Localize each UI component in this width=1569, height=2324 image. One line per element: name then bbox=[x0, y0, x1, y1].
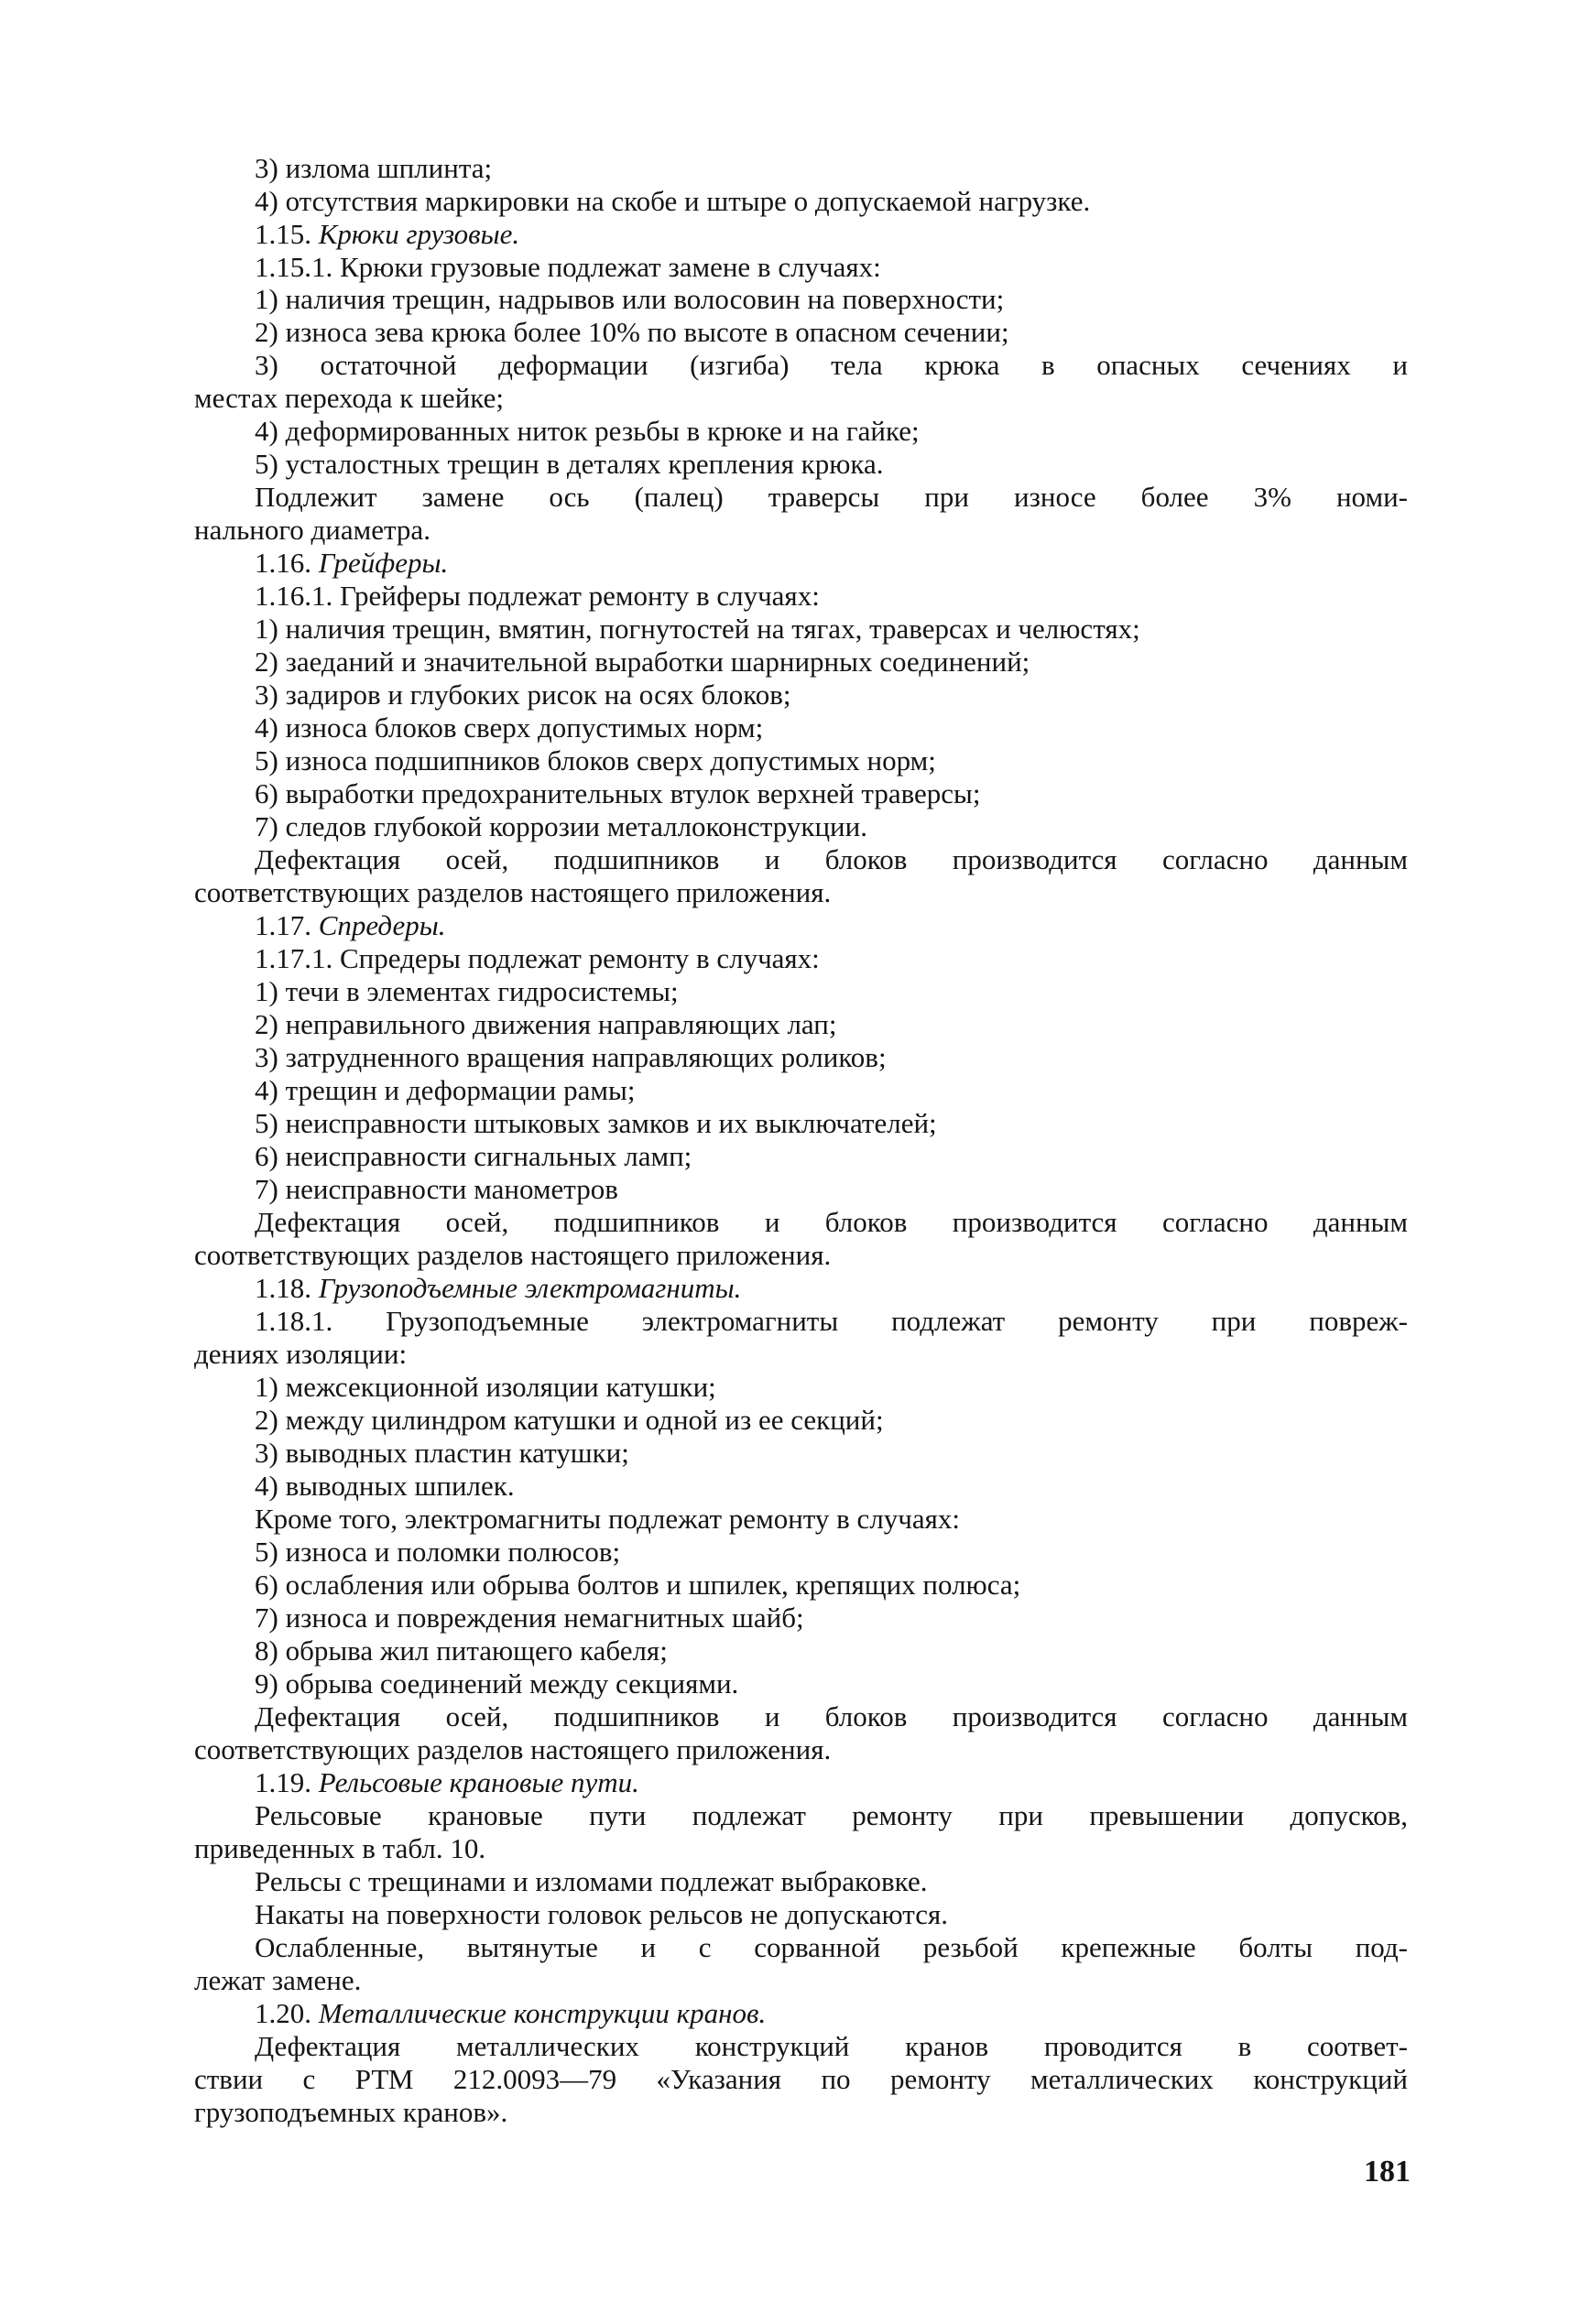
text-line bbox=[255, 1536, 1408, 1569]
text-line-content: 5) усталостных трещин в деталях крепления крюка. bbox=[255, 448, 884, 480]
text-line bbox=[255, 1766, 1408, 1799]
section-heading: Рельсовые крановые пути. bbox=[318, 1766, 639, 1798]
text-line bbox=[255, 547, 1408, 580]
text-line bbox=[255, 1799, 1408, 1832]
text-line-content: 4) износа блоков сверх допустимых норм; bbox=[255, 711, 764, 744]
section-heading: Грузоподъемные электромагниты. bbox=[318, 1272, 742, 1304]
text-line-content: 7) следов глубокой коррозии металлоконструкции. bbox=[255, 810, 867, 842]
section-heading: Крюки грузовые. bbox=[318, 218, 520, 250]
text-line bbox=[255, 1173, 1408, 1206]
text-line-content: Рельсы с трещинами и изломами подлежат выбраковке. bbox=[255, 1865, 928, 1897]
text-line bbox=[194, 1832, 1408, 1865]
text-line-content: нального диаметра. bbox=[194, 514, 430, 546]
text-line-content: 1.16. bbox=[255, 547, 319, 579]
text-line-content: ствии с РТМ 212.0093—79 «Указания по ремонту металлических конструкций bbox=[194, 2063, 1408, 2095]
text-line bbox=[255, 1667, 1408, 1700]
text-line-content: 1.18. bbox=[255, 1272, 319, 1304]
text-line-content: грузоподъемных кранов». bbox=[194, 2096, 508, 2128]
text-line bbox=[255, 185, 1408, 218]
text-line bbox=[255, 744, 1408, 777]
text-line bbox=[255, 1404, 1408, 1437]
text-line-content: 3) остаточной деформации (изгиба) тела крюка в опасных сечениях и bbox=[255, 349, 1408, 381]
text-line bbox=[194, 1733, 1408, 1766]
text-line bbox=[255, 251, 1408, 284]
text-line bbox=[255, 1074, 1408, 1107]
text-line bbox=[194, 1239, 1408, 1272]
page-number: 181 bbox=[1364, 2155, 1411, 2188]
text-line bbox=[255, 1470, 1408, 1503]
text-line-content: 7) неисправности манометров bbox=[255, 1173, 618, 1205]
text-line-content: соответствующих разделов настоящего приложения. bbox=[194, 1239, 832, 1271]
text-line bbox=[194, 2096, 1408, 2129]
text-line-content: Дефектация осей, подшипников и блоков производится согласно данным bbox=[255, 843, 1408, 875]
text-line-content: 1) наличия трещин, надрывов или волосовин на поверхности; bbox=[255, 283, 1005, 315]
text-line bbox=[255, 1305, 1408, 1338]
text-line bbox=[255, 1437, 1408, 1470]
text-line-content: 4) деформированных ниток резьбы в крюке и на гайке; bbox=[255, 415, 920, 447]
text-line bbox=[255, 810, 1408, 843]
text-line bbox=[255, 2030, 1408, 2063]
text-line-content: Накаты на поверхности головок рельсов не допускаются. bbox=[255, 1898, 949, 1930]
text-line-content: 1.15. bbox=[255, 218, 319, 250]
text-line bbox=[255, 1898, 1408, 1931]
text-line bbox=[255, 316, 1408, 349]
text-line bbox=[255, 679, 1408, 711]
text-line-content: 4) отсутствия маркировки на скобе и штыре о допускаемой нагрузке. bbox=[255, 185, 1091, 217]
text-line-content: 1.17.1. Спредеры подлежат ремонту в случаях: bbox=[255, 942, 820, 974]
text-line-content: 1.15.1. Крюки грузовые подлежат замене в случаях: bbox=[255, 251, 881, 283]
text-line bbox=[255, 1041, 1408, 1074]
text-line-content: соответствующих разделов настоящего приложения. bbox=[194, 876, 832, 908]
text-line bbox=[255, 711, 1408, 744]
text-line bbox=[194, 1338, 1408, 1371]
text-line-content: 2) износа зева крюка более 10% по высоте в опасном сечении; bbox=[255, 316, 1009, 348]
text-line-content: 6) неисправности сигнальных ламп; bbox=[255, 1140, 692, 1172]
text-line-content: 7) износа и повреждения немагнитных шайб; bbox=[255, 1602, 804, 1634]
text-line-content: 8) обрыва жил питающего кабеля; bbox=[255, 1634, 668, 1667]
text-line bbox=[255, 646, 1408, 679]
text-line-content: местах перехода к шейке; bbox=[194, 382, 504, 414]
text-line-content: 9) обрыва соединений между секциями. bbox=[255, 1667, 739, 1700]
text-line bbox=[255, 1602, 1408, 1634]
text-line-content: 1.18.1. Грузоподъемные электромагниты подлежат ремонту при повреж- bbox=[255, 1305, 1408, 1337]
text-line-content: приведенных в табл. 10. bbox=[194, 1832, 486, 1864]
text-line bbox=[255, 1931, 1408, 1964]
text-line-content: 5) неисправности штыковых замков и их выключателей; bbox=[255, 1107, 937, 1139]
text-line bbox=[255, 1371, 1408, 1404]
text-line-content: 2) неправильного движения направляющих лап; bbox=[255, 1008, 837, 1040]
text-line-content: 4) выводных шпилек. bbox=[255, 1470, 515, 1502]
text-line-content: 3) затрудненного вращения направляющих роликов; bbox=[255, 1041, 887, 1073]
text-line-content: 1.20. bbox=[255, 1997, 319, 2029]
text-line bbox=[255, 1107, 1408, 1140]
text-line bbox=[255, 909, 1408, 942]
text-line-content: 4) трещин и деформации рамы; bbox=[255, 1074, 636, 1106]
text-line-content: 1) межсекционной изоляции катушки; bbox=[255, 1371, 716, 1403]
text-line-content: 6) выработки предохранительных втулок верхней траверсы; bbox=[255, 777, 981, 809]
text-line bbox=[255, 1503, 1408, 1536]
text-line bbox=[255, 1700, 1408, 1733]
text-line-content: Дефектация металлических конструкций кранов проводится в соответ- bbox=[255, 2030, 1408, 2062]
text-line bbox=[255, 975, 1408, 1008]
text-line-content: соответствующих разделов настоящего приложения. bbox=[194, 1733, 832, 1765]
text-line-content: Подлежит замене ось (палец) траверсы при износе более 3% номи- bbox=[255, 481, 1408, 513]
text-line bbox=[255, 1865, 1408, 1898]
text-line-content: 1) течи в элементах гидросистемы; bbox=[255, 975, 679, 1007]
text-line bbox=[255, 613, 1408, 646]
text-line-content: 5) износа и поломки полюсов; bbox=[255, 1536, 621, 1568]
text-line-content: Кроме того, электромагниты подлежат ремонту в случаях: bbox=[255, 1503, 961, 1535]
text-line bbox=[255, 415, 1408, 448]
text-line bbox=[194, 514, 1408, 547]
text-line-content: лежат замене. bbox=[194, 1964, 362, 1996]
section-heading: Грейферы. bbox=[318, 547, 449, 579]
text-line-content: 1.16.1. Грейферы подлежат ремонту в случаях: bbox=[255, 580, 820, 612]
text-line bbox=[255, 580, 1408, 613]
text-line-content: 5) износа подшипников блоков сверх допустимых норм; bbox=[255, 744, 936, 776]
section-heading: Металлические конструкции кранов. bbox=[318, 1997, 767, 2029]
text-line-content: Дефектация осей, подшипников и блоков производится согласно данным bbox=[255, 1206, 1408, 1238]
text-line bbox=[255, 1206, 1408, 1239]
text-line-content: 2) заеданий и значительной выработки шарнирных соединений; bbox=[255, 646, 1030, 678]
text-line bbox=[255, 481, 1408, 514]
text-line bbox=[194, 2063, 1408, 2096]
text-line-content: Рельсовые крановые пути подлежат ремонту при превышении допусков, bbox=[255, 1799, 1408, 1831]
text-line bbox=[255, 942, 1408, 975]
text-line-content: Ослабленные, вытянутые и с сорванной резьбой крепежные болты под- bbox=[255, 1931, 1408, 1963]
text-line-content: 3) излома шплинта; bbox=[255, 152, 493, 184]
text-line-content: 2) между цилиндром катушки и одной из ее секций; bbox=[255, 1404, 884, 1436]
text-line-content: 1.17. bbox=[255, 909, 319, 941]
text-line bbox=[194, 1964, 1408, 1997]
text-line bbox=[255, 349, 1408, 382]
text-line-content: 3) выводных пластин катушки; bbox=[255, 1437, 629, 1469]
section-heading: Спредеры. bbox=[318, 909, 446, 941]
text-line bbox=[194, 382, 1408, 415]
text-line bbox=[255, 1634, 1408, 1667]
text-line-content: 3) задиров и глубоких рисок на осях блоков; bbox=[255, 679, 791, 711]
text-line-content: 1.19. bbox=[255, 1766, 319, 1798]
text-line bbox=[255, 1997, 1408, 2030]
text-line bbox=[255, 1272, 1408, 1305]
text-line bbox=[255, 218, 1408, 251]
text-line bbox=[194, 876, 1408, 909]
text-line bbox=[255, 843, 1408, 876]
text-line bbox=[255, 1140, 1408, 1173]
text-line-content: дениях изоляции: bbox=[194, 1338, 408, 1370]
text-line-content: 6) ослабления или обрыва болтов и шпилек, крепящих полюса; bbox=[255, 1569, 1021, 1601]
text-line bbox=[255, 777, 1408, 810]
text-line bbox=[255, 448, 1408, 481]
text-line bbox=[255, 283, 1408, 316]
text-line bbox=[255, 1569, 1408, 1602]
text-line-content: 1) наличия трещин, вмятин, погнутостей на тягах, траверсах и челюстях; bbox=[255, 613, 1140, 645]
text-line bbox=[255, 1008, 1408, 1041]
text-line-content: Дефектация осей, подшипников и блоков производится согласно данным bbox=[255, 1700, 1408, 1732]
text-line bbox=[255, 152, 1408, 185]
